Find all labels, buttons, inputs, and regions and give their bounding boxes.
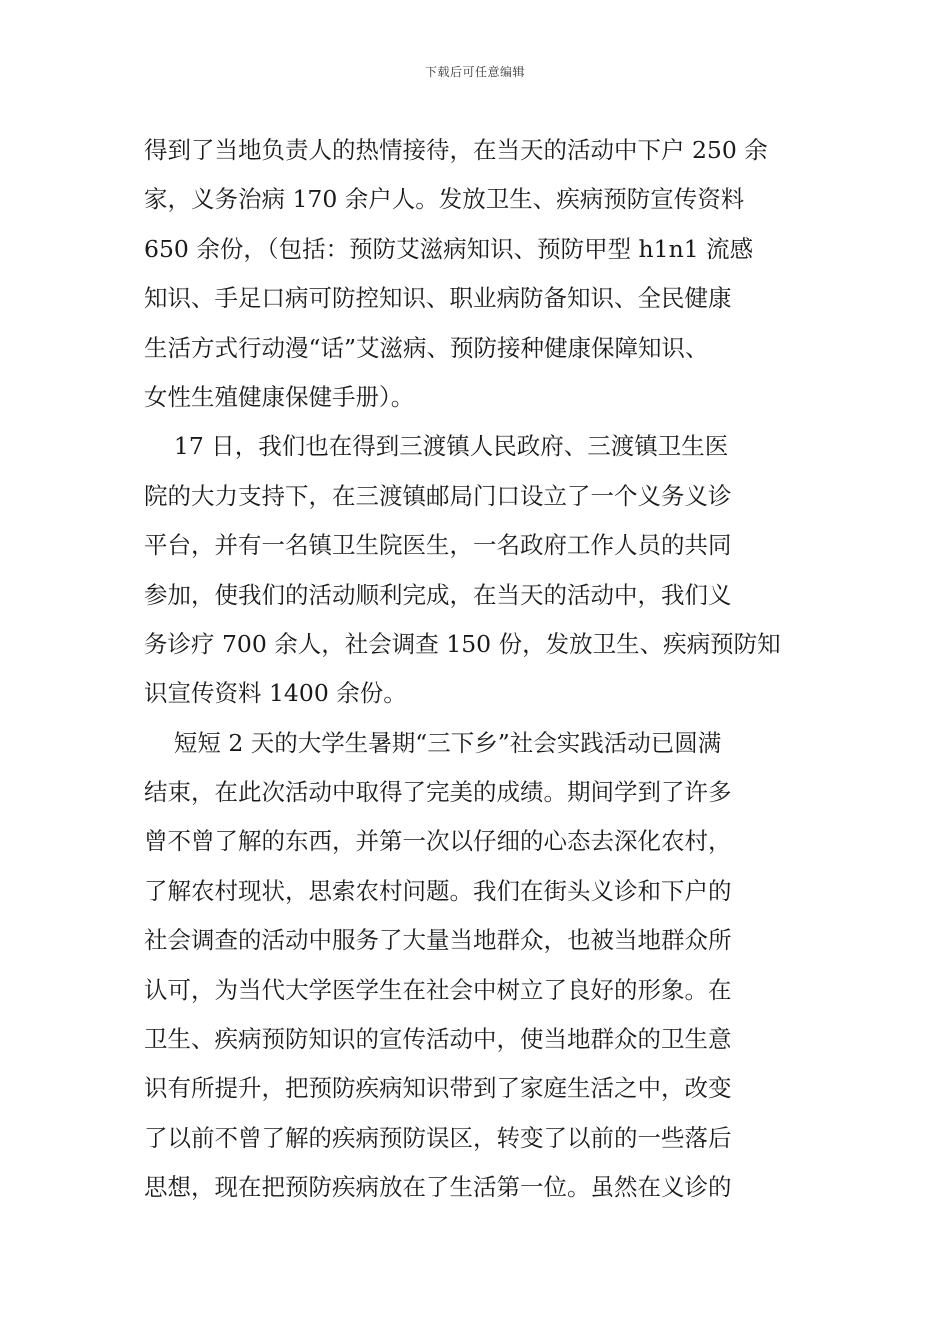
text-line: 平台，并有一名镇卫生院医生，一名政府工作人员的共同 <box>144 531 732 560</box>
paragraph <box>144 126 808 422</box>
document-body <box>144 126 808 1213</box>
text-line: 认可，为当代大学医学生在社会中树立了良好的形象。在 <box>144 975 732 1004</box>
text-line: 结束，在此次活动中取得了完美的成绩。期间学到了许多 <box>144 778 732 807</box>
text-line: 650 余份，（包括：预防艾滋病知识、预防甲型 h1n1 流感 <box>144 234 754 263</box>
text-line: 思想，现在把预防疾病放在了生活第一位。虽然在义诊的 <box>144 1173 732 1202</box>
text-line: 短短 2 天的大学生暑期“三下乡”社会实践活动已圆满 <box>144 728 722 757</box>
text-line: 了以前不曾了解的疾病预防误区，转变了以前的一些落后 <box>144 1123 732 1152</box>
text-line: 知识、手足口病可防控知识、职业病防备知识、全民健康 <box>144 284 732 313</box>
text-line: 了解农村现状，思索农村问题。我们在街头义诊和下户的 <box>144 876 732 905</box>
text-line: 卫生、疾病预防知识的宣传活动中，使当地群众的卫生意 <box>144 1025 732 1054</box>
text-line: 得到了当地负责人的热情接待，在当天的活动中下户 250 余 <box>144 136 768 164</box>
paragraph <box>144 719 808 1213</box>
text-line: 院的大力支持下，在三渡镇邮局门口设立了一个义务义诊 <box>144 481 732 510</box>
text-line: 识宣传资料 1400 余份。 <box>144 679 407 708</box>
text-line: 生活方式行动漫“话”艾滋病、预防接种健康保障知识、 <box>144 333 709 362</box>
text-line: 女性生殖健康保健手册）。 <box>144 382 415 411</box>
text-line: 务诊疗 700 余人，社会调查 150 份，发放卫生、疾病预防知 <box>144 629 781 658</box>
text-line: 17 日，我们也在得到三渡镇人民政府、三渡镇卫生医 <box>144 432 729 461</box>
text-line: 参加，使我们的活动顺利完成，在当天的活动中，我们义 <box>144 580 732 609</box>
text-line: 社会调查的活动中服务了大量当地群众，也被当地群众所 <box>144 926 732 955</box>
text-line: 识有所提升，把预防疾病知识带到了家庭生活之中，改变 <box>144 1074 732 1103</box>
page-header: 下载后可任意编辑 <box>424 65 525 79</box>
text-line: 家，义务治病 170 余户人。发放卫生、疾病预防宣传资料 <box>144 185 745 214</box>
text-line: 曾不曾了解的东西，并第一次以仔细的心态去深化农村， <box>144 827 732 856</box>
paragraph <box>144 422 808 718</box>
